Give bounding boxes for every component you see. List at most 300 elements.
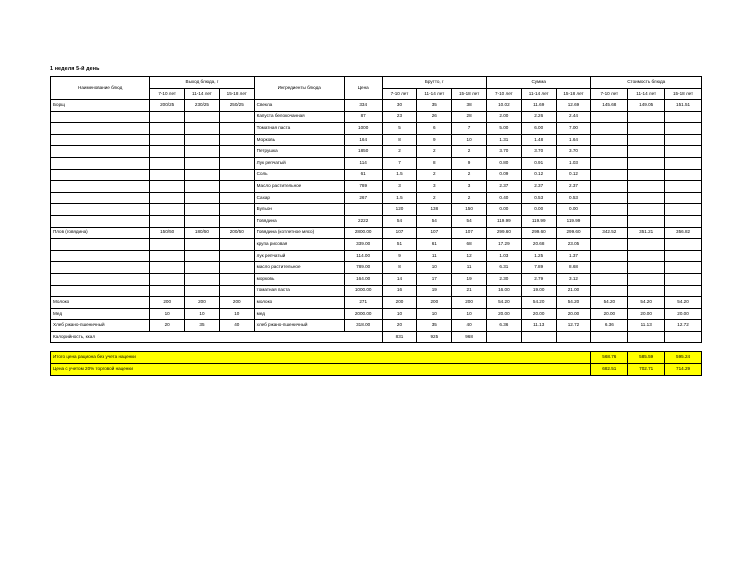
cell-gross-2: 68 (452, 239, 487, 251)
cell-ingredient: масло растительное (254, 262, 344, 274)
cell-gross-1: 2 (417, 192, 452, 204)
cell-cost-0: 54.20 (591, 297, 628, 309)
cell-output-2 (219, 273, 254, 285)
cell-output-0: 200/25 (150, 100, 185, 112)
menu-sheet (50, 66, 702, 376)
total-row (51, 352, 702, 364)
cell-cost-2 (665, 239, 702, 251)
cell-cost-1 (628, 157, 665, 169)
cell-gross-0: 20 (382, 320, 417, 332)
cell-output-2: 200 (219, 297, 254, 309)
cell-cost-2 (665, 215, 702, 227)
col-header-ingredients: Ингредиенты блюда (254, 77, 344, 100)
cell-cost-0 (591, 215, 628, 227)
cell-sum-1: 0.53 (521, 192, 556, 204)
spacer-cell (51, 343, 702, 352)
cell-price: 1850 (344, 146, 382, 158)
cell-price: 271 (344, 297, 382, 309)
table-row (51, 192, 702, 204)
calorie-empty-5 (665, 331, 702, 343)
col-header-age-out-2: 15-18 лет (219, 89, 254, 100)
cell-price: 87 (344, 111, 382, 123)
cell-price: 267 (344, 192, 382, 204)
cell-dish-name: Борщ (51, 100, 150, 112)
cell-cost-1 (628, 204, 665, 216)
cell-gross-1: 3 (417, 181, 452, 193)
col-header-output: Выход блюда, г (150, 77, 254, 89)
total-row-label: Итого цена рациона без учета наценки (51, 352, 591, 364)
cell-sum-0: 2.00 (486, 111, 521, 123)
cell-gross-0: 8 (382, 134, 417, 146)
cell-price: 334 (344, 100, 382, 112)
cell-cost-1: 11.13 (628, 320, 665, 332)
cell-gross-0: 23 (382, 111, 417, 123)
cell-gross-0: 10 (382, 308, 417, 320)
cell-cost-0 (591, 192, 628, 204)
cell-gross-2: 40 (452, 320, 487, 332)
cell-sum-1: 119.99 (521, 215, 556, 227)
cell-cost-1 (628, 181, 665, 193)
col-header-age-sum-1: 11-14 лет (521, 89, 556, 100)
table-row (51, 181, 702, 193)
cell-output-0: 150/50 (150, 227, 185, 239)
cell-cost-2: 54.20 (665, 297, 702, 309)
cell-price: 789.00 (344, 262, 382, 274)
cell-gross-0: 16 (382, 285, 417, 297)
cell-cost-2 (665, 169, 702, 181)
cell-gross-0: 51 (382, 239, 417, 251)
cell-dish-name: Молоко (51, 297, 150, 309)
cell-output-1: 10 (185, 308, 220, 320)
table-row (51, 297, 702, 309)
cell-cost-0: 342.52 (591, 227, 628, 239)
cell-output-0 (150, 273, 185, 285)
cell-output-2 (219, 134, 254, 146)
cell-cost-2: 356.82 (665, 227, 702, 239)
calorie-empty-3 (591, 331, 628, 343)
cell-output-2: 250/25 (219, 100, 254, 112)
cell-sum-2: 8.68 (556, 262, 591, 274)
cell-cost-0 (591, 204, 628, 216)
cell-cost-1: 20.00 (628, 308, 665, 320)
cell-dish-name: Плов (говядина) (51, 227, 150, 239)
cell-output-2 (219, 215, 254, 227)
total-value-2: 714.29 (665, 364, 702, 376)
cell-sum-2: 3.70 (556, 146, 591, 158)
cell-gross-0: 9 (382, 250, 417, 262)
table-row (51, 123, 702, 135)
cell-cost-2 (665, 285, 702, 297)
cell-output-1 (185, 273, 220, 285)
cell-output-1 (185, 169, 220, 181)
total-row-label: Цена с учетом 20% торговой наценки (51, 364, 591, 376)
cell-gross-1: 11 (417, 250, 452, 262)
cell-price: 2222 (344, 215, 382, 227)
cell-output-1: 230/25 (185, 100, 220, 112)
cell-dish-name (51, 273, 150, 285)
table-row (51, 262, 702, 274)
cell-output-2 (219, 204, 254, 216)
table-row (51, 169, 702, 181)
cell-gross-2: 200 (452, 297, 487, 309)
cell-sum-1: 0.91 (521, 157, 556, 169)
cell-gross-1: 35 (417, 100, 452, 112)
cell-output-2: 10 (219, 308, 254, 320)
cell-price: 114.00 (344, 250, 382, 262)
cell-ingredient: Петрушка (254, 146, 344, 158)
col-header-age-gross-0: 7-10 лет (382, 89, 417, 100)
cell-sum-1: 0.12 (521, 169, 556, 181)
cell-dish-name (51, 157, 150, 169)
cell-output-1: 200 (185, 297, 220, 309)
cell-cost-2 (665, 134, 702, 146)
calorie-row-label: Калорийность, ккал (51, 331, 383, 343)
cell-output-0 (150, 181, 185, 193)
cell-gross-2: 2 (452, 146, 487, 158)
cell-gross-2: 21 (452, 285, 487, 297)
cell-cost-0 (591, 262, 628, 274)
cell-cost-0: 20.00 (591, 308, 628, 320)
cell-sum-2: 3.12 (556, 273, 591, 285)
cell-cost-0 (591, 285, 628, 297)
cell-gross-2: 7 (452, 123, 487, 135)
cell-cost-1 (628, 146, 665, 158)
cell-ingredient: Томатная паста (254, 123, 344, 135)
cell-cost-1: 54.20 (628, 297, 665, 309)
cell-sum-2: 12.69 (556, 100, 591, 112)
cell-sum-2: 12.72 (556, 320, 591, 332)
cell-gross-1: 107 (417, 227, 452, 239)
cell-output-1 (185, 146, 220, 158)
cell-sum-1: 19.00 (521, 285, 556, 297)
cell-gross-0: 107 (382, 227, 417, 239)
cell-ingredient: Масло растительное (254, 181, 344, 193)
calorie-empty-4 (628, 331, 665, 343)
cell-sum-0: 2.30 (486, 273, 521, 285)
cell-dish-name (51, 215, 150, 227)
cell-cost-1: 351.21 (628, 227, 665, 239)
calorie-value-1: 925 (417, 331, 452, 343)
cell-cost-1 (628, 111, 665, 123)
cell-sum-1: 54.20 (521, 297, 556, 309)
cell-output-1 (185, 123, 220, 135)
cell-cost-1 (628, 239, 665, 251)
calorie-empty-1 (521, 331, 556, 343)
cell-cost-0 (591, 250, 628, 262)
cell-ingredient: Капуста белокочанная (254, 111, 344, 123)
cell-sum-0: 119.99 (486, 215, 521, 227)
cell-price: 1000.00 (344, 285, 382, 297)
col-header-age-sum-0: 7-10 лет (486, 89, 521, 100)
cell-cost-2: 20.00 (665, 308, 702, 320)
cell-gross-0: 200 (382, 297, 417, 309)
cell-dish-name (51, 250, 150, 262)
cell-price: 114 (344, 157, 382, 169)
cell-ingredient: Морковь (254, 134, 344, 146)
cell-cost-0 (591, 273, 628, 285)
cell-output-0 (150, 123, 185, 135)
cell-cost-1 (628, 262, 665, 274)
cell-sum-0: 6.31 (486, 262, 521, 274)
table-header-groups (51, 77, 702, 89)
cell-output-0 (150, 157, 185, 169)
cell-gross-2: 11 (452, 262, 487, 274)
cell-gross-0: 30 (382, 100, 417, 112)
cell-cost-2 (665, 111, 702, 123)
cell-dish-name: Мед (51, 308, 150, 320)
cell-sum-1: 2.37 (521, 181, 556, 193)
cell-cost-2 (665, 123, 702, 135)
cell-cost-2 (665, 273, 702, 285)
cell-gross-1: 54 (417, 215, 452, 227)
table-row (51, 204, 702, 216)
cell-output-1 (185, 262, 220, 274)
cell-sum-1: 11.69 (521, 100, 556, 112)
cell-output-0 (150, 192, 185, 204)
cell-output-0: 20 (150, 320, 185, 332)
cell-gross-1: 26 (417, 111, 452, 123)
cell-ingredient: лук репчатый (254, 250, 344, 262)
cell-cost-1 (628, 169, 665, 181)
cell-cost-1 (628, 134, 665, 146)
col-header-age-cost-1: 11-14 лет (628, 89, 665, 100)
cell-gross-0: 120 (382, 204, 417, 216)
col-header-age-cost-0: 7-10 лет (591, 89, 628, 100)
cell-dish-name (51, 285, 150, 297)
cell-dish-name (51, 123, 150, 135)
cell-output-0 (150, 204, 185, 216)
cell-gross-2: 54 (452, 215, 487, 227)
cell-sum-1: 1.25 (521, 250, 556, 262)
cell-gross-2: 12 (452, 250, 487, 262)
cell-output-1 (185, 192, 220, 204)
cell-cost-1 (628, 123, 665, 135)
cell-dish-name (51, 181, 150, 193)
cell-cost-2 (665, 192, 702, 204)
cell-output-1 (185, 285, 220, 297)
cell-gross-1: 8 (417, 157, 452, 169)
cell-gross-2: 2 (452, 169, 487, 181)
cell-cost-1 (628, 192, 665, 204)
cell-gross-2: 2 (452, 192, 487, 204)
cell-sum-2: 2.44 (556, 111, 591, 123)
table-row (51, 157, 702, 169)
cell-sum-1: 2.26 (521, 111, 556, 123)
cell-sum-0: 20.00 (486, 308, 521, 320)
cell-gross-1: 17 (417, 273, 452, 285)
cell-gross-0: 54 (382, 215, 417, 227)
cell-sum-1: 299.60 (521, 227, 556, 239)
cell-sum-2: 20.00 (556, 308, 591, 320)
cell-gross-2: 38 (452, 100, 487, 112)
table-row (51, 100, 702, 112)
cell-gross-0: 1.5 (382, 169, 417, 181)
cell-cost-1 (628, 215, 665, 227)
cell-gross-2: 9 (452, 157, 487, 169)
col-header-age-out-0: 7-10 лет (150, 89, 185, 100)
cell-sum-1: 20.68 (521, 239, 556, 251)
cell-ingredient: томатная паста (254, 285, 344, 297)
cell-cost-2 (665, 146, 702, 158)
total-row (51, 364, 702, 376)
cell-output-2: 200/50 (219, 227, 254, 239)
cell-price: 318.00 (344, 320, 382, 332)
cell-sum-0: 0.00 (486, 204, 521, 216)
cell-gross-0: 7 (382, 157, 417, 169)
cell-gross-0: 1.5 (382, 192, 417, 204)
cell-cost-0 (591, 123, 628, 135)
cell-output-1: 35 (185, 320, 220, 332)
cell-output-0: 200 (150, 297, 185, 309)
cell-dish-name (51, 111, 150, 123)
cell-dish-name (51, 204, 150, 216)
cell-gross-0: 14 (382, 273, 417, 285)
cell-gross-2: 107 (452, 227, 487, 239)
cell-ingredient: мед (254, 308, 344, 320)
cell-output-2 (219, 239, 254, 251)
cell-cost-0 (591, 157, 628, 169)
col-header-age-gross-1: 11-14 лет (417, 89, 452, 100)
cell-price: 164.00 (344, 273, 382, 285)
cell-output-0 (150, 215, 185, 227)
cell-output-2: 40 (219, 320, 254, 332)
cell-cost-0 (591, 111, 628, 123)
table-row (51, 250, 702, 262)
table-row (51, 239, 702, 251)
cell-gross-1: 138 (417, 204, 452, 216)
cell-cost-0 (591, 169, 628, 181)
cell-sum-2: 21.00 (556, 285, 591, 297)
cell-sum-1: 20.00 (521, 308, 556, 320)
cell-output-1 (185, 111, 220, 123)
cell-gross-2: 3 (452, 181, 487, 193)
col-header-age-sum-2: 15-18 лет (556, 89, 591, 100)
cell-cost-0 (591, 146, 628, 158)
calorie-value-2: 968 (452, 331, 487, 343)
page-title: 1 неделя 5-й день (50, 66, 100, 72)
cell-output-2 (219, 192, 254, 204)
cell-cost-1 (628, 285, 665, 297)
cell-output-0 (150, 285, 185, 297)
cell-output-0: 10 (150, 308, 185, 320)
cell-gross-0: 5 (382, 123, 417, 135)
table-row (51, 215, 702, 227)
cell-output-1 (185, 215, 220, 227)
cell-output-1 (185, 250, 220, 262)
cell-sum-2: 7.00 (556, 123, 591, 135)
cell-output-1 (185, 239, 220, 251)
cell-cost-2 (665, 157, 702, 169)
cell-dish-name (51, 134, 150, 146)
cell-gross-2: 10 (452, 308, 487, 320)
cell-output-1 (185, 134, 220, 146)
cell-sum-1: 6.00 (521, 123, 556, 135)
col-header-dish-cost: Стоимость блюда (591, 77, 702, 89)
cell-sum-2: 119.99 (556, 215, 591, 227)
cell-sum-0: 16.00 (486, 285, 521, 297)
cell-ingredient: Лук репчатый (254, 157, 344, 169)
menu-table (50, 76, 702, 376)
cell-sum-1: 1.48 (521, 134, 556, 146)
calorie-value-0: 831 (382, 331, 417, 343)
cell-cost-0 (591, 134, 628, 146)
cell-output-2 (219, 262, 254, 274)
cell-cost-0: 145.68 (591, 100, 628, 112)
cell-gross-1: 10 (417, 308, 452, 320)
cell-output-0 (150, 134, 185, 146)
cell-output-2 (219, 181, 254, 193)
cell-sum-2: 23.05 (556, 239, 591, 251)
cell-sum-1: 7.89 (521, 262, 556, 274)
total-value-1: 585.59 (628, 352, 665, 364)
cell-gross-1: 2 (417, 169, 452, 181)
cell-sum-1: 11.13 (521, 320, 556, 332)
col-header-dish-name: Наименование блюд (51, 77, 150, 100)
table-row (51, 227, 702, 239)
col-header-age-cost-2: 15-18 лет (665, 89, 702, 100)
table-row (51, 134, 702, 146)
cell-dish-name (51, 169, 150, 181)
cell-price: 2000.00 (344, 308, 382, 320)
cell-output-2 (219, 146, 254, 158)
cell-dish-name (51, 146, 150, 158)
table-row (51, 285, 702, 297)
cell-sum-0: 2.37 (486, 181, 521, 193)
cell-sum-0: 54.20 (486, 297, 521, 309)
cell-gross-1: 6 (417, 123, 452, 135)
cell-gross-1: 10 (417, 262, 452, 274)
cell-cost-2: 12.72 (665, 320, 702, 332)
cell-sum-0: 6.36 (486, 320, 521, 332)
cell-price: 789 (344, 181, 382, 193)
table-row (51, 111, 702, 123)
spacer-row (51, 343, 702, 352)
cell-output-2 (219, 123, 254, 135)
col-header-sum: Сумма (486, 77, 590, 89)
cell-output-1: 180/50 (185, 227, 220, 239)
cell-sum-1: 2.79 (521, 273, 556, 285)
cell-sum-0: 1.31 (486, 134, 521, 146)
cell-ingredient: крупа рисовая (254, 239, 344, 251)
cell-dish-name (51, 262, 150, 274)
cell-output-2 (219, 111, 254, 123)
cell-price: 2800.00 (344, 227, 382, 239)
cell-ingredient: Говядина (котлетное мясо) (254, 227, 344, 239)
cell-sum-0: 17.29 (486, 239, 521, 251)
cell-gross-0: 2 (382, 146, 417, 158)
cell-dish-name: Хлеб ржано-пшеничный (51, 320, 150, 332)
cell-output-0 (150, 111, 185, 123)
cell-ingredient: молоко (254, 297, 344, 309)
table-row (51, 146, 702, 158)
cell-cost-0 (591, 181, 628, 193)
cell-sum-0: 0.09 (486, 169, 521, 181)
cell-cost-1 (628, 273, 665, 285)
table-row (51, 273, 702, 285)
cell-sum-2: 2.37 (556, 181, 591, 193)
cell-output-0 (150, 250, 185, 262)
cell-output-0 (150, 262, 185, 274)
cell-gross-2: 19 (452, 273, 487, 285)
col-header-age-gross-2: 15-18 лет (452, 89, 487, 100)
cell-price: 61 (344, 169, 382, 181)
cell-gross-1: 200 (417, 297, 452, 309)
cell-sum-2: 1.03 (556, 157, 591, 169)
cell-cost-1: 149.05 (628, 100, 665, 112)
col-header-price: Цена (344, 77, 382, 100)
cell-sum-2: 54.20 (556, 297, 591, 309)
cell-sum-1: 0.00 (521, 204, 556, 216)
